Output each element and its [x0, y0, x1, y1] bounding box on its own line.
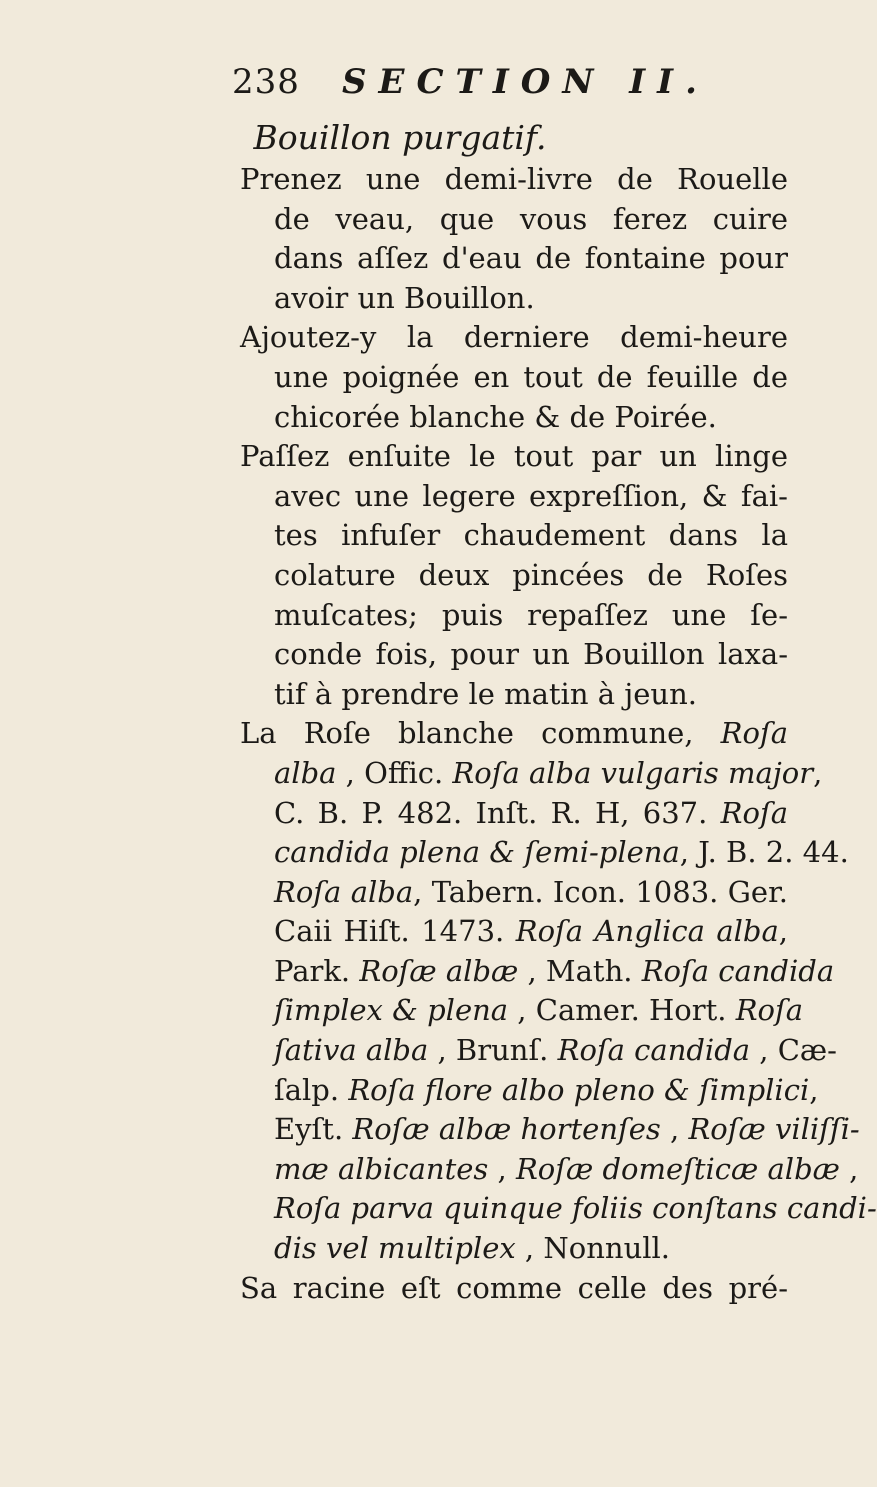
latin-name: Roſa candida [557, 1033, 751, 1068]
latin-name: Roſa [735, 993, 804, 1028]
latin-name: candida plena & ſemi-plena [274, 835, 680, 870]
page-number: 238 [232, 62, 300, 102]
latin-name: alba [274, 755, 337, 790]
latin-name: Roſa [720, 716, 788, 751]
text-line: Sa racine eſt comme celle des pré- [240, 1270, 788, 1305]
text-line: dans aſſez d'eau de fontaine pour [274, 241, 788, 276]
text-line: avoir un Bouillon. [274, 280, 535, 315]
latin-name: Roſæ albæ hortenſes [352, 1112, 661, 1147]
text-line: conde fois, pour un Bouillon laxa- [274, 637, 788, 672]
text-line: La Roſe blanche commune, Roſa [240, 716, 788, 751]
latin-name: mæ albicantes [274, 1151, 489, 1186]
text-line: mæ albicantes , Roſæ domeſticæ albæ , [274, 1151, 859, 1186]
latin-name: dis vel multiplex [274, 1231, 516, 1266]
text-line: Eyſt. Roſæ albæ hortenſes , Roſæ viliſſi- [274, 1112, 860, 1147]
text-line: C. B. P. 482. Inſt. R. H, 637. Roſa [274, 795, 788, 830]
text-line: ſativa alba , Brunſ. Roſa candida , Cæ- [274, 1033, 837, 1068]
recipe-title: Bouillon purgatif. [253, 118, 547, 157]
text-line: alba , Offic. Roſa alba vulgaris major, [274, 755, 823, 790]
text-line: ſalp. Roſa flore albo pleno & ſimplici, [274, 1072, 819, 1107]
text-line: tif à prendre le matin à jeun. [274, 676, 697, 711]
latin-name: Roſa alba vulgaris major [452, 755, 814, 790]
latin-name: Roſa parva quinque foliis conſtans candi- [274, 1191, 877, 1226]
latin-name: Roſæ viliſſi- [688, 1112, 860, 1147]
text-line: colature deux pincées de Roſes [274, 557, 788, 592]
latin-name: Roſa alba [274, 874, 414, 909]
text-line: avec une legere expreſſion, & fai- [274, 478, 788, 513]
text-line: chicorée blanche & de Poirée. [274, 399, 717, 434]
text-line: ſimplex & plena , Camer. Hort. Roſa [274, 993, 804, 1028]
text-line: de veau, que vous ferez cuire [274, 201, 788, 236]
text-line: Park. Roſæ albæ , Math. Roſa candida [274, 953, 835, 988]
latin-name: Roſa Anglica alba [515, 914, 779, 949]
running-header [232, 62, 732, 112]
text-line: Caii Hiſt. 1473. Roſa Anglica alba, [274, 914, 789, 949]
text-line: tes infuſer chaudement dans la [274, 518, 788, 553]
latin-name: ſativa alba [274, 1033, 429, 1068]
body-text [240, 160, 877, 1308]
text-line: candida plena & ſemi-plena, J. B. 2. 44. [274, 835, 849, 870]
latin-name: Roſa candida [641, 953, 835, 988]
latin-name: Roſæ albæ [359, 953, 519, 988]
text-line: Prenez une demi-livre de Rouelle [240, 162, 788, 196]
text-line: muſcates; puis repaſſez une ſe- [274, 597, 788, 632]
text-line: Roſa alba, Tabern. Icon. 1083. Ger. [274, 874, 788, 909]
section-title: SECTION II. [342, 62, 709, 102]
text-line: Ajoutez-y la derniere demi-heure [240, 320, 788, 355]
latin-name: Roſa flore albo pleno & ſimplici [348, 1072, 810, 1107]
text-line: dis vel multiplex , Nonnull. [274, 1231, 671, 1266]
latin-name: Roſa [720, 795, 788, 830]
text-line [240, 1189, 877, 1229]
text-line: une poignée en tout de feuille de [274, 359, 788, 394]
latin-name: ſimplex & plena [274, 993, 509, 1028]
text-line: Paſſez enſuite le tout par un linge [240, 439, 788, 474]
latin-name: Roſæ domeſticæ albæ [515, 1151, 840, 1186]
